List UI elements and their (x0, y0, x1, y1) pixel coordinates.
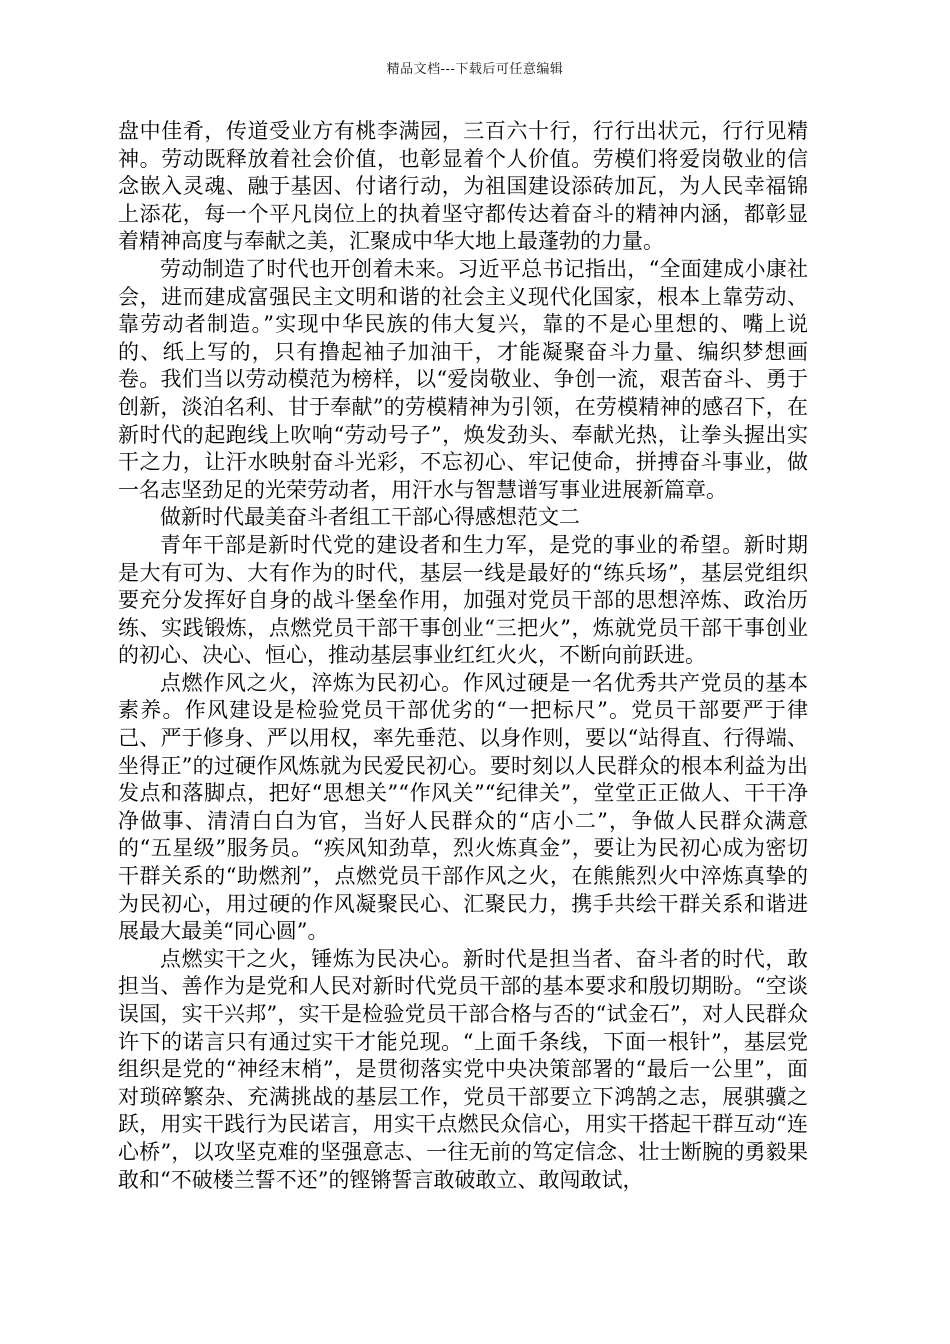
paragraph-young-cadres: 青年干部是新时代党的建设者和生力军，是党的事业的希望。新时期是大有可为、大有作为的时代，基层一线是最好的“练兵场”，基层党组织要充分发挥好自身的战斗堡垒作用，加强对党员干部的思想淬炼、政治历练、实践锻炼，点燃党员干部干事创业“三把火”，炼就党员干部干事创业的初心、决心、恒心，推动基层事业红红火火，不断向前跃进。 (118, 532, 808, 668)
document-body (118, 118, 808, 1194)
paragraph-continuation: 盘中佳肴，传道受业方有桃李满园，三百六十行，行行出状元，行行见精神。劳动既释放着社会价值，也彰显着个人价值。劳模们将爱岗敬业的信念嵌入灵魂、融于基因、付诸行动，为祖国建设添砖加瓦，为人民幸福锦上添花，每一个平凡岗位上的执着坚守都传达着奋斗的精神内涵，都彰显着精神高度与奉献之美，汇聚成中华大地上最蓬勃的力量。 (118, 119, 808, 254)
paragraph-work-style-fire: 点燃作风之火，淬炼为民初心。作风过硬是一名优秀共产党员的基本素养。作风建设是检验党员干部优劣的“一把标尺”。党员干部要严于律己、严于修身、严以用权，率先垂范、以身作则，要以“站得直、行得端、坐得正”的过硬作风炼就为民爱民初心。要时刻以人民群众的根本利益为出发点和落脚点，把好“思想关”“作风关”“纪律关”，堂堂正正做人、干干净净做事、清清白白为官，当好人民群众的“店小二”，争做人民群众满意的“五星级”服务员。“疾风知劲草，烈火炼真金”，要让为民初心成为密切干群关系的“助燃剂”，点燃党员干部作风之火，在熊熊烈火中淬炼真挚的为民初心，用过硬的作风凝聚民心、汇聚民力，携手共绘干群关系和谐进展最大最美“同心圆”。 (118, 670, 808, 944)
section-heading: 做新时代最美奋斗者组工干部心得感想范文二 (160, 505, 580, 530)
paragraph-labor-creates-era: 劳动制造了时代也开创着未来。习近平总书记指出，“全面建成小康社会，进而建成富强民主文明和谐的社会主义现代化国家，根本上靠劳动、靠劳动者制造。”实现中华民族的伟大复兴，靠的不是心里想的、嘴上说的、纸上写的，只有撸起袖子加油干，才能凝聚奋斗力量、编织梦想画卷。我们当以劳动模范为榜样，以“爱岗敬业、争创一流，艰苦奋斗、勇于创新，淡泊名利、甘于奉献”的劳模精神为引领，在劳模精神的感召下，在新时代的起跑线上吹响“劳动号子”，焕发劲头、奉献光热，让拳头握出实干之力，让汗水映射奋斗光彩，不忘初心、牢记使命，拼搏奋斗事业，做一名志坚劲足的光荣劳动者，用汗水与智慧谱写事业进展新篇章。 (118, 256, 808, 502)
page-header: 精品文档---下载后可任意编辑 (386, 62, 564, 77)
paragraph-practical-fire: 点燃实干之火，锤炼为民决心。新时代是担当者、奋斗者的时代，敢担当、善作为是党和人民对新时代党员干部的基本要求和殷切期盼。“空谈误国，实干兴邦”，实干是检验党员干部合格与否的“试金石”，对人民群众许下的诺言只有通过实干才能兑现。“上面千条线，下面一根针”，基层党组织是党的“神经末梢”，是贯彻落实党中央决策部署的“最后一公里”，面对琐碎繁杂、充满挑战的基层工作，党员干部要立下鸿鹄之志，展骐骥之跃，用实干践行为民诺言，用实干点燃民众信心，用实干搭起干群互动“连心桥”，以攻坚克难的坚强意志、一往无前的笃定信念、壮士断腕的勇毅果敢和“不破楼兰誓不还”的铿锵誓言敢破敢立、敢闯敢试， (118, 946, 808, 1192)
